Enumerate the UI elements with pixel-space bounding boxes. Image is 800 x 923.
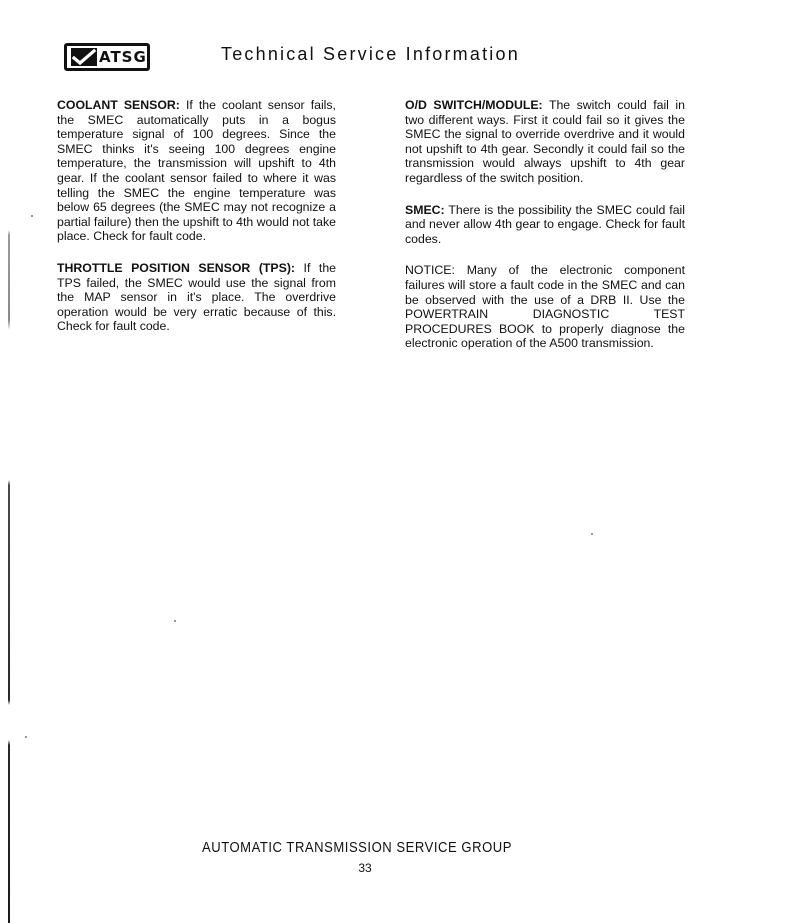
scan-speck	[31, 215, 33, 217]
footer-organization: AUTOMATIC TRANSMISSION SERVICE GROUP	[202, 840, 512, 856]
paragraph-body: The switch could fail in two different ways. First it could fail so it gives the SMEC the signal to override overdrive and it would not upshift to 4th gear. Secondly it could fail so the transmission would always upshift to 4th gear regardless of the switch position.	[405, 98, 685, 185]
od-switch-paragraph	[405, 98, 685, 186]
scan-edge-mark	[8, 0, 10, 923]
left-column	[57, 98, 336, 351]
smec-paragraph	[405, 203, 685, 247]
paragraph-heading: COOLANT SENSOR:	[57, 98, 180, 112]
paragraph-heading: THROTTLE POSITION SENSOR (TPS):	[57, 260, 296, 275]
paragraph-heading: SMEC:	[405, 202, 445, 217]
notice-paragraph	[405, 263, 685, 351]
paragraph-body: If the coolant sensor fails, the SMEC automatically puts in a bogus temperature signal of 100 degrees. Since the SMEC thinks it's seeing 100 degrees engine temperature, the transmission will upshift to 4th gear. If the coolant sensor failed to where it was telling the SMEC the engine temperature was below 65 degrees (the SMEC may not recognize a partial failure) then the upshift to 4th would not take place. Check for fault code.	[57, 98, 336, 244]
checkmark-icon	[71, 48, 97, 66]
paragraph-heading: O/D SWITCH/MODULE:	[405, 98, 543, 112]
scan-speck	[591, 533, 593, 535]
paragraph-body: There is the possibility the SMEC could fail and never allow 4th gear to engage. Check for fault codes.	[405, 202, 685, 246]
page-number: 33	[358, 861, 372, 875]
coolant-sensor-paragraph	[57, 98, 336, 244]
atsg-logo	[64, 43, 150, 71]
page-title: Technical Service Information	[221, 44, 520, 64]
paragraph-body: If the TPS failed, the SMEC would use the signal from the MAP sensor in it's place. The overdrive operation would be very erratic because of this. Check for fault code.	[57, 260, 336, 334]
tps-paragraph	[57, 261, 336, 334]
paragraph-body: NOTICE: Many of the electronic component failures will store a fault code in the SMEC and can be observed with the use of a DRB II. Use the POWERTRAIN DIAGNOSTIC TEST PROCEDURES BOOK to properly diagnose the electronic operation of the A500 transmission.	[405, 263, 685, 351]
logo-text: ATSG	[99, 47, 147, 66]
scan-speck	[25, 736, 27, 738]
scan-speck	[174, 620, 176, 622]
right-column	[405, 98, 685, 368]
